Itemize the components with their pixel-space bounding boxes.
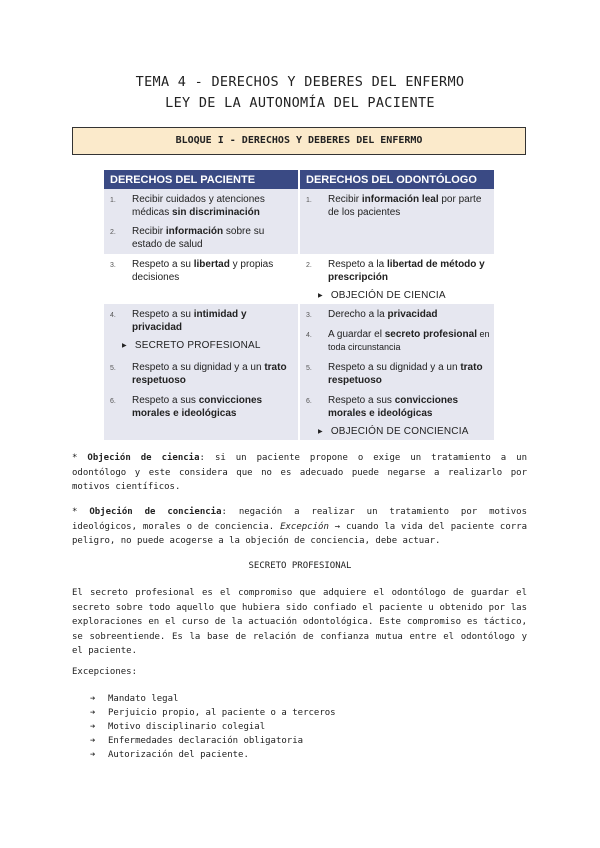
header-dentist-rights: DERECHOS DEL ODONTÓLOGO: [299, 170, 494, 189]
page-title: TEMA 4 - DERECHOS Y DEBERES DEL ENFERMO: [135, 74, 465, 90]
list-item: 5. Respeto a su dignidad y a un trato respetuoso: [306, 362, 483, 386]
rights-table: [104, 170, 494, 440]
section-title: SECRETO PROFESIONAL: [248, 561, 352, 571]
table-row: [104, 390, 494, 440]
page-subtitle: LEY DE LA AUTONOMÍA DEL PACIENTE: [165, 95, 435, 111]
exceptions-list: [90, 692, 336, 762]
objection-conscience-label: ▶ OBJECIÓN DE CONCIENCIA: [318, 426, 469, 437]
patient-cell: [104, 357, 299, 390]
dentist-cell: [299, 390, 494, 440]
list-item: 6. Respeto a sus convicciones morales e ideológicas: [110, 395, 263, 419]
dentist-cell: [299, 189, 494, 254]
header-patient-rights: DERECHOS DEL PACIENTE: [104, 170, 299, 189]
dentist-cell: [299, 304, 494, 357]
list-item: 5. Respeto a su dignidad y a un trato respetuoso: [110, 362, 287, 386]
list-item: 2. Respeto a la libertad de método y prescripción: [306, 259, 485, 283]
arrow-right-icon: ➔: [90, 750, 96, 760]
objection-science-label: ▶ OBJECIÓN DE CIENCIA: [318, 290, 446, 301]
patient-cell: [104, 254, 299, 304]
table-row: [104, 189, 494, 254]
arrow-right-icon: ➔: [90, 722, 96, 732]
dentist-cell: [299, 254, 494, 304]
list-item: 1. Recibir cuidados y atenciones médicas sin discriminación: [110, 194, 265, 218]
list-item: 3. Derecho a la privacidad: [306, 309, 438, 320]
arrow-right-icon: ➔: [90, 736, 96, 746]
arrow-right-icon: ➔: [90, 694, 96, 704]
patient-cell: [104, 304, 299, 357]
patient-cell: [104, 189, 299, 254]
patient-cell: [104, 390, 299, 440]
list-item: ➔ Perjuicio propio, al paciente o a terceros: [90, 708, 336, 718]
list-item: ➔ Enfermedades declaración obligatoria: [90, 736, 304, 746]
note-objection-conscience: * Objeción de conciencia: negación a realizar un tratamiento por motivos ideológicos, morales o de conciencia. Excepción → cuando la vida del paciente corra peligro, no puede acogerse a la objeción de conciencia, debe actuar.: [72, 507, 527, 546]
triangle-right-icon: ▶: [122, 343, 127, 349]
list-item: 1. Recibir información leal por parte de los pacientes: [306, 194, 482, 218]
list-item: ➔ Autorización del paciente.: [90, 750, 249, 760]
list-item: 3. Respeto a su libertad y propias decisiones: [110, 259, 274, 283]
list-item: 4. A guardar el secreto profesional en toda circunstancia: [306, 329, 490, 352]
list-item: ➔ Motivo disciplinario colegial: [90, 722, 266, 732]
table-row: [104, 254, 494, 304]
list-item: ➔ Mandato legal: [90, 694, 179, 704]
block-title: BLOQUE I - DERECHOS Y DEBERES DEL ENFERMO: [72, 127, 526, 155]
exceptions-label: Excepciones:: [72, 667, 138, 677]
list-item: 6. Respeto a sus convicciones morales e ideológicas: [306, 395, 459, 419]
note-objection-science: * Objeción de ciencia: si un paciente propone o exige un tratamiento a un odontólogo y este considera que no es adecuado puede negarse a realizarlo por motivos científicos.: [72, 453, 528, 492]
dentist-cell: [299, 357, 494, 390]
list-item: 4. Respeto a su intimidad y privacidad: [110, 309, 247, 333]
list-item: 2. Recibir información sobre su estado de salud: [110, 226, 265, 250]
triangle-right-icon: ▶: [318, 429, 323, 435]
professional-secret-label: ▶ SECRETO PROFESIONAL: [122, 340, 261, 351]
secreto-paragraph: El secreto profesional es el compromiso que adquiere el odontólogo de guardar el secreto sobre todo aquello que hubiera sido confiado el paciente u obtenido por las exploraciones en el curso de la actuación odontológica. Este compromiso es táctico, se sobreentiende. Es la base de relación de confianza mutua entre el odontólogo y el paciente.: [72, 588, 527, 656]
triangle-right-icon: ▶: [318, 293, 323, 299]
arrow-right-icon: ➔: [90, 708, 96, 718]
table-row: [104, 304, 494, 357]
table-row: [104, 357, 494, 390]
